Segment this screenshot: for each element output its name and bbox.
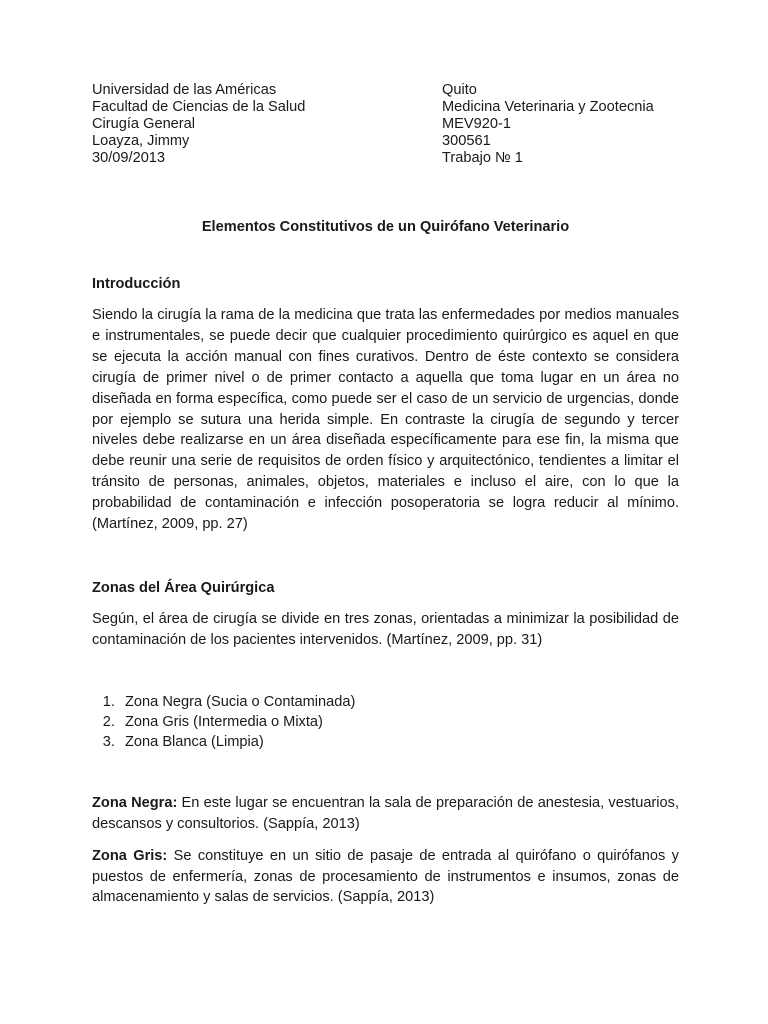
student-id: 300561 — [442, 133, 491, 149]
zona-gris-text: Se constituye en un sitio de pasaje de entrada al quirófano o quirófanos y puestos de enfermería, zonas de procesamiento de instrumentos e insumos, zonas de almacenamiento y salas de servicios. (Sappía, 2013) — [92, 847, 679, 906]
document-date: 30/09/2013 — [92, 150, 166, 166]
list-item: 1. Zona Negra (Sucia o Contaminada) — [119, 692, 679, 712]
introduccion-paragraph: Siendo la cirugía la rama de la medicina que trata las enfermedades por medios manuales e instrumentales, se puede decir que cualquier procedimiento quirúrgico es aquel en que se ejecuta la acción manual con fines curativos. Dentro de éste contexto se considera cirugía de primer nivel o de primer contacto a aquella que toma lugar en un área no diseñada en forma específica, como puede ser el caso de un servicio de urgencias, donde por ejemplo se sutura una herida simple. En contraste la cirugía de segundo y tercer niveles debe realizarse en un área diseñada específicamente para ese fin, la misma que debe reunir una serie de requisitos de orden físico y arquitectónico, tendientes a limitar el tránsito de personas, animales, objetos, materiales e incluso el aire, con lo que la probabilidad de contaminación e infección posoperatoria se logra reducir al mínimo. (Martínez, 2009, pp. 27) — [92, 307, 679, 533]
assignment-number: Trabajo № 1 — [442, 150, 523, 166]
zona-gris-label: Zona Gris: — [92, 847, 168, 864]
document-header — [92, 82, 679, 167]
zona-gris-definition — [92, 846, 679, 909]
introduccion-heading: Introducción — [92, 276, 181, 292]
faculty-name: Facultad de Ciencias de la Salud — [92, 99, 306, 115]
header-right-column — [442, 82, 679, 167]
author-name: Loayza, Jimmy — [92, 133, 190, 149]
document-title: Elementos Constitutivos de un Quirófano Veterinario — [201, 219, 570, 235]
city-name: Quito — [442, 82, 477, 98]
zonas-paragraph: Según, el área de cirugía se divide en tres zonas, orientadas a minimizar la posibilidad de contaminación de los pacientes intervenidos. (Martínez, 2009, pp. 31) — [92, 610, 679, 648]
course-code: MEV920-1 — [442, 116, 511, 132]
zone-list — [92, 692, 679, 752]
program-name: Medicina Veterinaria y Zootecnia — [442, 99, 654, 115]
university-name: Universidad de las Américas — [92, 82, 277, 98]
header-left-column — [92, 82, 442, 167]
zonas-heading: Zonas del Área Quirúrgica — [92, 579, 275, 596]
course-name: Cirugía General — [92, 116, 196, 132]
list-item: 3. Zona Blanca (Limpia) — [119, 732, 679, 752]
list-item: 2. Zona Gris (Intermedia o Mixta) — [119, 712, 679, 732]
document-page — [92, 82, 679, 908]
zona-negra-label: Zona Negra: — [92, 794, 178, 811]
zona-negra-definition — [92, 793, 679, 835]
zona-negra-text: En este lugar se encuentran la sala de preparación de anestesia, vestuarios, descansos y consultorios. (Sappía, 2013) — [92, 794, 680, 832]
